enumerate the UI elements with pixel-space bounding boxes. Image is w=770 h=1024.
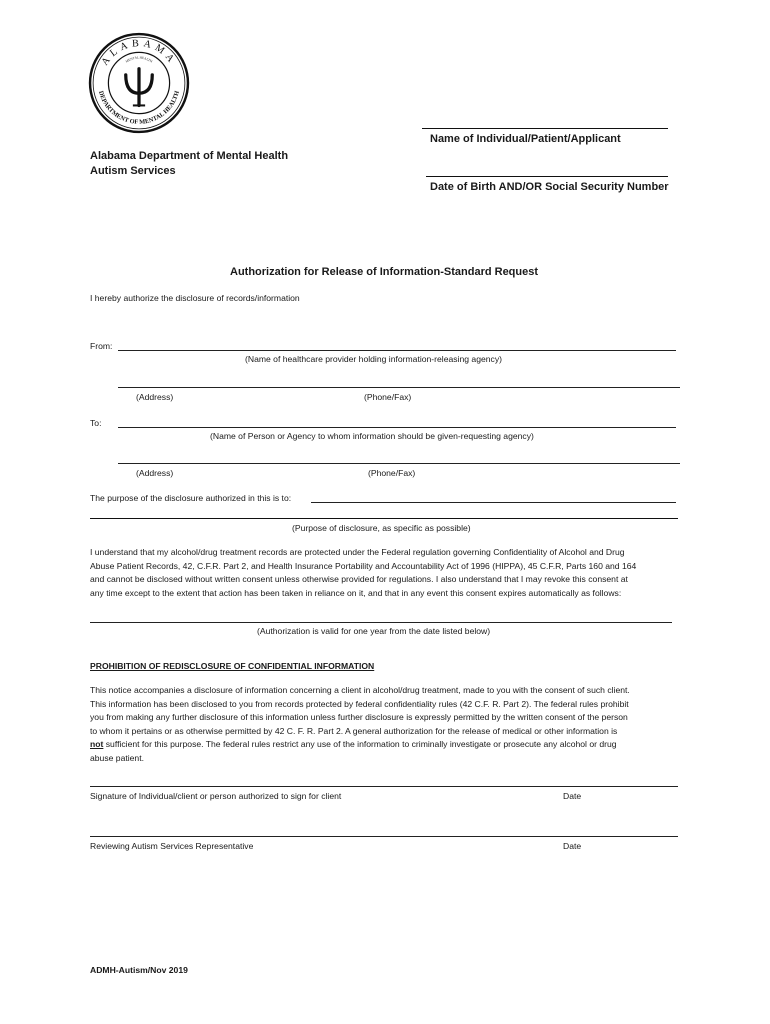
from-phone-label: (Phone/Fax) — [364, 392, 412, 402]
consent-line: any time except to the extent that action has been taken in reliance on it, and that in any event this consent expires automatically as follows: — [90, 587, 622, 598]
to-address-line[interactable] — [118, 463, 680, 464]
form-code-footer: ADMH-Autism/Nov 2019 — [90, 965, 188, 975]
dob-label: Date of Birth AND/OR Social Security Number — [430, 181, 669, 193]
notice-not-emphasis: not — [90, 739, 104, 750]
consent-paragraph — [90, 546, 680, 600]
notice-line: to whom it pertains or as otherwise permitted by 42 C. F. R. Part 2. A general authorization for the release of medical or other information is — [90, 725, 618, 736]
reviewer-signature-line[interactable] — [90, 836, 678, 837]
notice-line: This notice accompanies a disclosure of information concerning a client in alcohol/drug treatment, made to you with the consent of such client. — [90, 685, 630, 695]
to-caption: (Name of Person or Agency to whom information should be given-requesting agency) — [210, 431, 534, 441]
purpose-input-line-2[interactable] — [90, 518, 678, 519]
svg-text:DEPARTMENT OF MENTAL HEALTH: DEPARTMENT OF MENTAL HEALTH — [97, 90, 181, 126]
to-input-line[interactable] — [118, 427, 676, 428]
notice-line — [90, 738, 680, 752]
svg-text:MENTAL HEALTH: MENTAL HEALTH — [124, 55, 154, 64]
notice-line: This information has been disclosed to you from records protected by federal confidentiality rules (42 C.F. R. Part 2). The federal rules prohibit — [90, 698, 629, 709]
to-label: To: — [90, 418, 102, 428]
org-name: Alabama Department of Mental Health — [90, 150, 289, 162]
purpose-caption: (Purpose of disclosure, as specific as possible) — [292, 523, 471, 533]
from-caption: (Name of healthcare provider holding information-releasing agency) — [245, 354, 502, 364]
from-address-line[interactable] — [118, 387, 680, 388]
expiry-input-line[interactable] — [90, 622, 672, 623]
reviewer-date-label: Date — [563, 841, 582, 851]
to-address-label: (Address) — [136, 468, 174, 478]
expiry-caption: (Authorization is valid for one year from the date listed below) — [257, 626, 491, 636]
to-phone-label: (Phone/Fax) — [368, 468, 416, 478]
form-title: Authorization for Release of Information-Standard Request — [230, 266, 539, 278]
consent-line: I understand that my alcohol/drug treatment records are protected under the Federal regulation governing Confidentiality of Alcohol and Drug — [90, 547, 625, 557]
signature-date-label: Date — [563, 791, 582, 801]
name-label: Name of Individual/Patient/Applicant — [430, 133, 621, 145]
notice-line: abuse patient. — [90, 752, 144, 763]
department-seal-logo — [88, 32, 190, 134]
notice-paragraph — [90, 684, 680, 766]
notice-line-rest: sufficient for this purpose. The federal rules restrict any use of the information to criminally investigate or prosecute any alcohol or drug — [103, 739, 617, 750]
from-input-line[interactable] — [118, 350, 676, 351]
consent-line: and cannot be disclosed without written consent unless otherwise provided for regulations. I also understand that I may revoke this consent at — [90, 574, 628, 585]
consent-line: Abuse Patient Records, 42, C.F.R. Part 2, and Health Insurance Portability and Accountability Act of 1996 (HIPPA), 45 C.F.R, Parts 160 and 164 — [90, 560, 637, 571]
purpose-label: The purpose of the disclosure authorized in this is to: — [90, 493, 292, 503]
reviewer-label: Reviewing Autism Services Representative — [90, 841, 254, 851]
signature-line[interactable] — [90, 786, 678, 787]
org-division: Autism Services — [90, 165, 176, 177]
dob-line[interactable] — [426, 176, 668, 177]
intro-text: I hereby authorize the disclosure of records/information — [90, 293, 300, 303]
notice-line: you from making any further disclosure of this information unless further disclosure is expressly permitted by the written consent of the person — [90, 712, 628, 723]
from-label: From: — [90, 341, 113, 351]
prohibition-heading: PROHIBITION OF REDISCLOSURE OF CONFIDENTIAL INFORMATION — [90, 661, 375, 671]
signature-label: Signature of Individual/client or person authorized to sign for client — [90, 791, 342, 801]
from-address-label: (Address) — [136, 392, 174, 402]
name-signature-line[interactable] — [422, 128, 668, 129]
purpose-input-line[interactable] — [311, 502, 676, 503]
svg-text:ALABAMA: ALABAMA — [99, 38, 179, 68]
